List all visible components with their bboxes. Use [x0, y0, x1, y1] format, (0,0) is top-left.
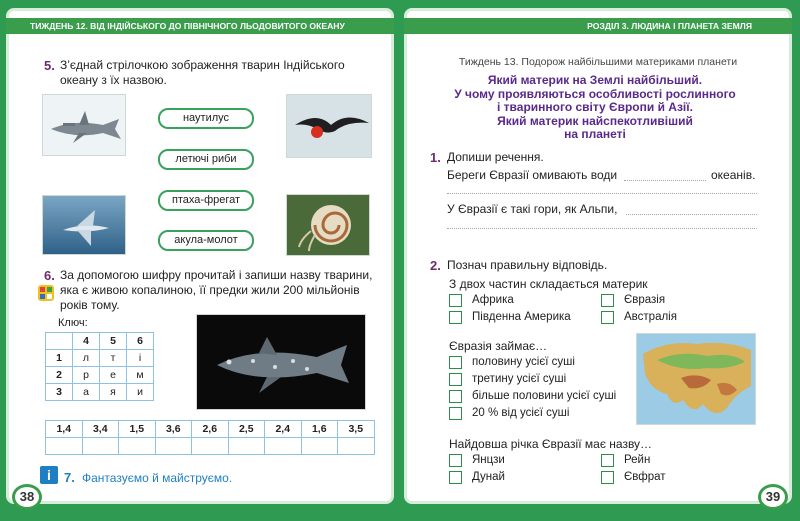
task7-number: 7. [64, 470, 75, 485]
frigatebird-picture[interactable] [286, 94, 372, 158]
task1-prompt: Допиши речення. [447, 150, 544, 164]
info-icon: i [40, 466, 58, 484]
answer-cell[interactable] [265, 438, 302, 455]
left-page-number: 38 [12, 484, 42, 510]
answer-cell[interactable] [338, 438, 375, 455]
animal-name-frigatebird[interactable]: птаха-фрегат [158, 190, 254, 211]
key-cell: е [100, 367, 127, 384]
key-col-header: 4 [73, 333, 100, 350]
key-col-header: 6 [127, 333, 154, 350]
option-south-america: Південна Америка [472, 311, 571, 323]
task6-text-line2: яка є живою копалиною, її предки жили 200 мільйонів [60, 283, 360, 297]
key-row-header: 1 [46, 350, 73, 367]
sentence1-end: океанів. [711, 168, 756, 182]
option-danube: Дунай [472, 471, 505, 483]
answer-cell[interactable] [82, 438, 119, 455]
task6-number: 6. [44, 268, 55, 283]
key-cell: т [100, 350, 127, 367]
task1-number: 1. [430, 150, 441, 165]
answer-cell[interactable] [155, 438, 192, 455]
animal-name-flying-fish[interactable]: летючі риби [158, 149, 254, 170]
lesson-title-line: У чому проявляються особливості рослинного [454, 86, 736, 101]
task5-number: 5. [44, 58, 55, 73]
code-cell: 2,4 [265, 421, 302, 438]
answer-cell[interactable] [301, 438, 338, 455]
lesson-title-line: і тваринного світу Європи й Азії. [497, 100, 693, 114]
eurasia-map-picture [636, 333, 756, 425]
answer-cell[interactable] [192, 438, 229, 455]
code-cell: 2,5 [228, 421, 265, 438]
cipher-key-table [45, 332, 154, 401]
task6-text-line1: За допомогою шифру прочитай і запиши назву тварини, [60, 268, 373, 282]
option-twenty-percent: 20 % від усієї суші [472, 407, 570, 419]
question2: Євразія займає… [449, 339, 548, 353]
code-cell: 1,5 [119, 421, 156, 438]
coelacanth-picture [196, 314, 366, 410]
option-more-than-half: більше половини усієї суші [472, 390, 617, 402]
key-cell: а [73, 384, 100, 401]
code-cell: 3,4 [82, 421, 119, 438]
option-euphrates: Євфрат [624, 471, 666, 483]
key-cell: я [100, 384, 127, 401]
checkbox-africa[interactable] [449, 294, 462, 307]
answer-cell[interactable] [228, 438, 265, 455]
task2-number: 2. [430, 258, 441, 273]
lesson-title [430, 74, 760, 142]
sentence1-start: Береги Євразії омивають води [447, 168, 618, 182]
key-cell: и [127, 384, 154, 401]
checkbox-euphrates[interactable] [601, 471, 614, 484]
task7-text: Фантазуємо й майструємо. [82, 471, 233, 485]
key-cell: м [127, 367, 154, 384]
answer-line[interactable] [447, 228, 757, 229]
left-header: ТИЖДЕНЬ 12. ВІД ІНДІЙСЬКОГО ДО ПІВНІЧНОГО ЛЬОДОВИТОГО ОКЕАНУ [6, 18, 394, 34]
right-header: РОЗДІЛ 3. ЛЮДИНА І ПЛАНЕТА ЗЕМЛЯ [404, 18, 792, 34]
hammerhead-shark-picture[interactable] [42, 94, 126, 156]
option-australia: Австралія [624, 311, 677, 323]
lesson-title-line: Який материк на Землі найбільший. [487, 73, 703, 87]
nautilus-picture[interactable] [286, 194, 370, 256]
sentence1-blank[interactable] [624, 180, 706, 181]
option-third: третину усієї суші [472, 373, 567, 385]
option-yangtze: Янцзи [472, 454, 505, 466]
code-cell: 1,4 [46, 421, 83, 438]
checkbox-half[interactable] [449, 356, 462, 369]
key-cell: і [127, 350, 154, 367]
week-subtitle: Тиждень 13. Подорож найбільшими материками планети [458, 56, 738, 68]
task5-text-line1: З’єднай стрілочкою зображення тварин Індійського [60, 58, 345, 72]
flying-fish-picture[interactable] [42, 195, 126, 255]
key-row-header: 3 [46, 384, 73, 401]
code-cell: 3,6 [155, 421, 192, 438]
coelacanth-icon [197, 315, 366, 410]
right-page-number: 39 [758, 484, 788, 510]
answer-cell[interactable] [119, 438, 156, 455]
option-half: половину усієї суші [472, 356, 575, 368]
flying-fish-icon [43, 196, 126, 255]
task6-text-line3: років тому. [60, 298, 120, 312]
lesson-title-line: Який материк найспекотливіший [497, 113, 693, 128]
checkbox-australia[interactable] [601, 311, 614, 324]
shark-icon [43, 95, 126, 156]
sentence2-blank[interactable] [626, 214, 757, 215]
checkbox-twenty-percent[interactable] [449, 407, 462, 420]
checkbox-eurasia[interactable] [601, 294, 614, 307]
option-eurasia: Євразія [624, 294, 666, 306]
nautilus-icon [287, 195, 370, 256]
option-rhine: Рейн [624, 454, 651, 466]
lesson-title-line: на планеті [564, 127, 626, 141]
answer-code-table[interactable] [45, 420, 375, 455]
key-row-header: 2 [46, 367, 73, 384]
task5-text-line2: океану з їх назвою. [60, 73, 167, 87]
question1: З двох частин складається материк [449, 277, 648, 291]
animal-name-nautilus[interactable]: наутилус [158, 108, 254, 129]
answer-line[interactable] [447, 193, 757, 194]
option-africa: Африка [472, 294, 514, 306]
key-corner [46, 333, 73, 350]
code-cell: 3,5 [338, 421, 375, 438]
map-icon [637, 334, 756, 425]
checkbox-rhine[interactable] [601, 454, 614, 467]
task2-prompt: Познач правильну відповідь. [447, 258, 608, 272]
bird-icon [287, 95, 372, 158]
sentence2-start: У Євразії є такі гори, як Альпи, [447, 202, 618, 216]
checkbox-danube[interactable] [449, 471, 462, 484]
animal-name-hammerhead[interactable]: акула-молот [158, 230, 254, 251]
question3: Найдовша річка Євразії має назву… [449, 437, 653, 451]
checkbox-yangtze[interactable] [449, 454, 462, 467]
answer-cell[interactable] [46, 438, 83, 455]
checkbox-third[interactable] [449, 373, 462, 386]
code-cell: 1,6 [301, 421, 338, 438]
code-cell: 2,6 [192, 421, 229, 438]
key-label: Ключ: [58, 317, 88, 329]
checkbox-south-america[interactable] [449, 311, 462, 324]
key-cell: л [73, 350, 100, 367]
puzzle-icon [38, 285, 54, 301]
key-col-header: 5 [100, 333, 127, 350]
checkbox-more-than-half[interactable] [449, 390, 462, 403]
key-cell: р [73, 367, 100, 384]
